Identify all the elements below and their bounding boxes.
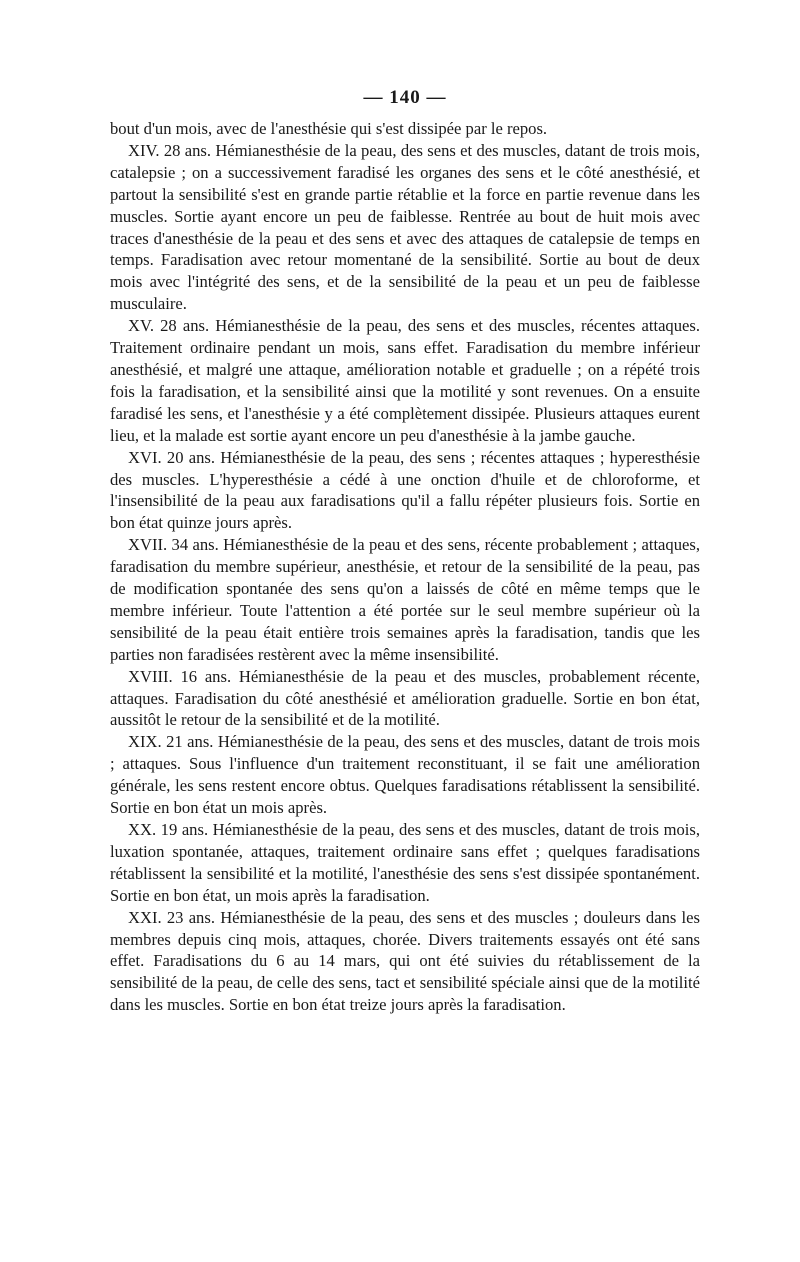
case-xvii: XVII. 34 ans. Hémianesthésie de la peau et des sens, récente probablement ; attaques, faradisation du membre supérieur, anesthésie, et retour de la sensibilité de la peau, pas de modification spontanée des sens qu'on a laissés de côté en même temps que le membre inférieur. Toute l'attention a été portée sur le seul membre supérieur où la sensibilité de la peau était entière trois semaines après la faradisation, tandis que les parties non faradisées restèrent avec la même insensibilité.	[110, 535, 700, 664]
case-xix: XIX. 21 ans. Hémianesthésie de la peau, des sens et des muscles, datant de trois mois ; attaques. Sous l'influence d'un traitement reconstituant, il se fait une amélioration générale, les sens restent encore obtus. Quelques faradisations rétablissent la sensibilité. Sortie en bon état un mois après.	[110, 732, 700, 818]
case-xvi: XVI. 20 ans. Hémianesthésie de la peau, des sens ; récentes attaques ; hyperesthésie des muscles. L'hyperesthésie a cédé à une onction d'huile et de chloroforme, et l'insensibilité de la peau aux faradisations qu'il a fallu répéter plusieurs fois. Sortie en bon état quinze jours après.	[110, 447, 700, 533]
case-xv: XV. 28 ans. Hémianesthésie de la peau, des sens et des muscles, récentes attaques. Traitement ordinaire pendant un mois, sans effet. Faradisation du membre inférieur anesthésié, et malgré une attaque, amélioration notable et graduelle ; on a répété trois fois la faradisation, et la sensibilité ainsi que la motilité y sont revenues. On a ensuite faradisé les sens, et l'anesthésie y a été complètement dissipée. Plusieurs attaques eurent lieu, et la malade est sortie ayant encore un peu d'anesthésie à la jambe gauche.	[110, 316, 700, 445]
case-xxi: XXI. 23 ans. Hémianesthésie de la peau, des sens et des muscles ; douleurs dans les membres depuis cinq mois, attaques, chorée. Divers traitements essayés ont été sans effet. Faradisations du 6 au 14 mars, qui ont été suivies du rétablissement de la sensibilité de la peau, de celle des sens, tact et sensibilité spéciale ainsi que de la motilité dans les muscles. Sortie en bon état treize jours après la faradisation.	[110, 907, 700, 1015]
paragraph-continuation: bout d'un mois, avec de l'anesthésie qui s'est dissipée par le repos.	[110, 119, 548, 138]
page-number: — 140 —	[363, 87, 447, 108]
book-page	[110, 86, 700, 1016]
case-xviii: XVIII. 16 ans. Hémianesthésie de la peau et des muscles, probablement récente, attaques. Faradisation du côté anesthésié et amélioration graduelle. Sortie en bon état, aussitôt le retour de la sensibilité et de la motilité.	[110, 666, 700, 730]
case-xiv: XIV. 28 ans. Hémianesthésie de la peau, des sens et des muscles, datant de trois mois, catalepsie ; on a successivement faradisé les organes des sens et le côté anesthésié, et partout la sensibilité s'est en grande partie rétablie et la force en partie revenue dans les muscles. Sortie ayant encore un peu de faiblesse. Rentrée au bout de huit mois avec traces d'anesthésie de la peau et des sens et avec des attaques de catalepsie de temps en temps. Faradisation avec retour momentané de la sensibilité. Sortie au bout de deux mois avec l'intégrité des sens, et de la sensibilité de la peau et un peu de faiblesse musculaire.	[110, 140, 700, 314]
case-xx: XX. 19 ans. Hémianesthésie de la peau, des sens et des muscles, datant de trois mois, luxation spontanée, attaques, traitement ordinaire sans effet ; quelques faradisations rétablissent la sensibilité et la motilité, l'anesthésie des sens s'est dissipée spontanément. Sortie en bon état, un mois après la faradisation.	[110, 820, 700, 905]
